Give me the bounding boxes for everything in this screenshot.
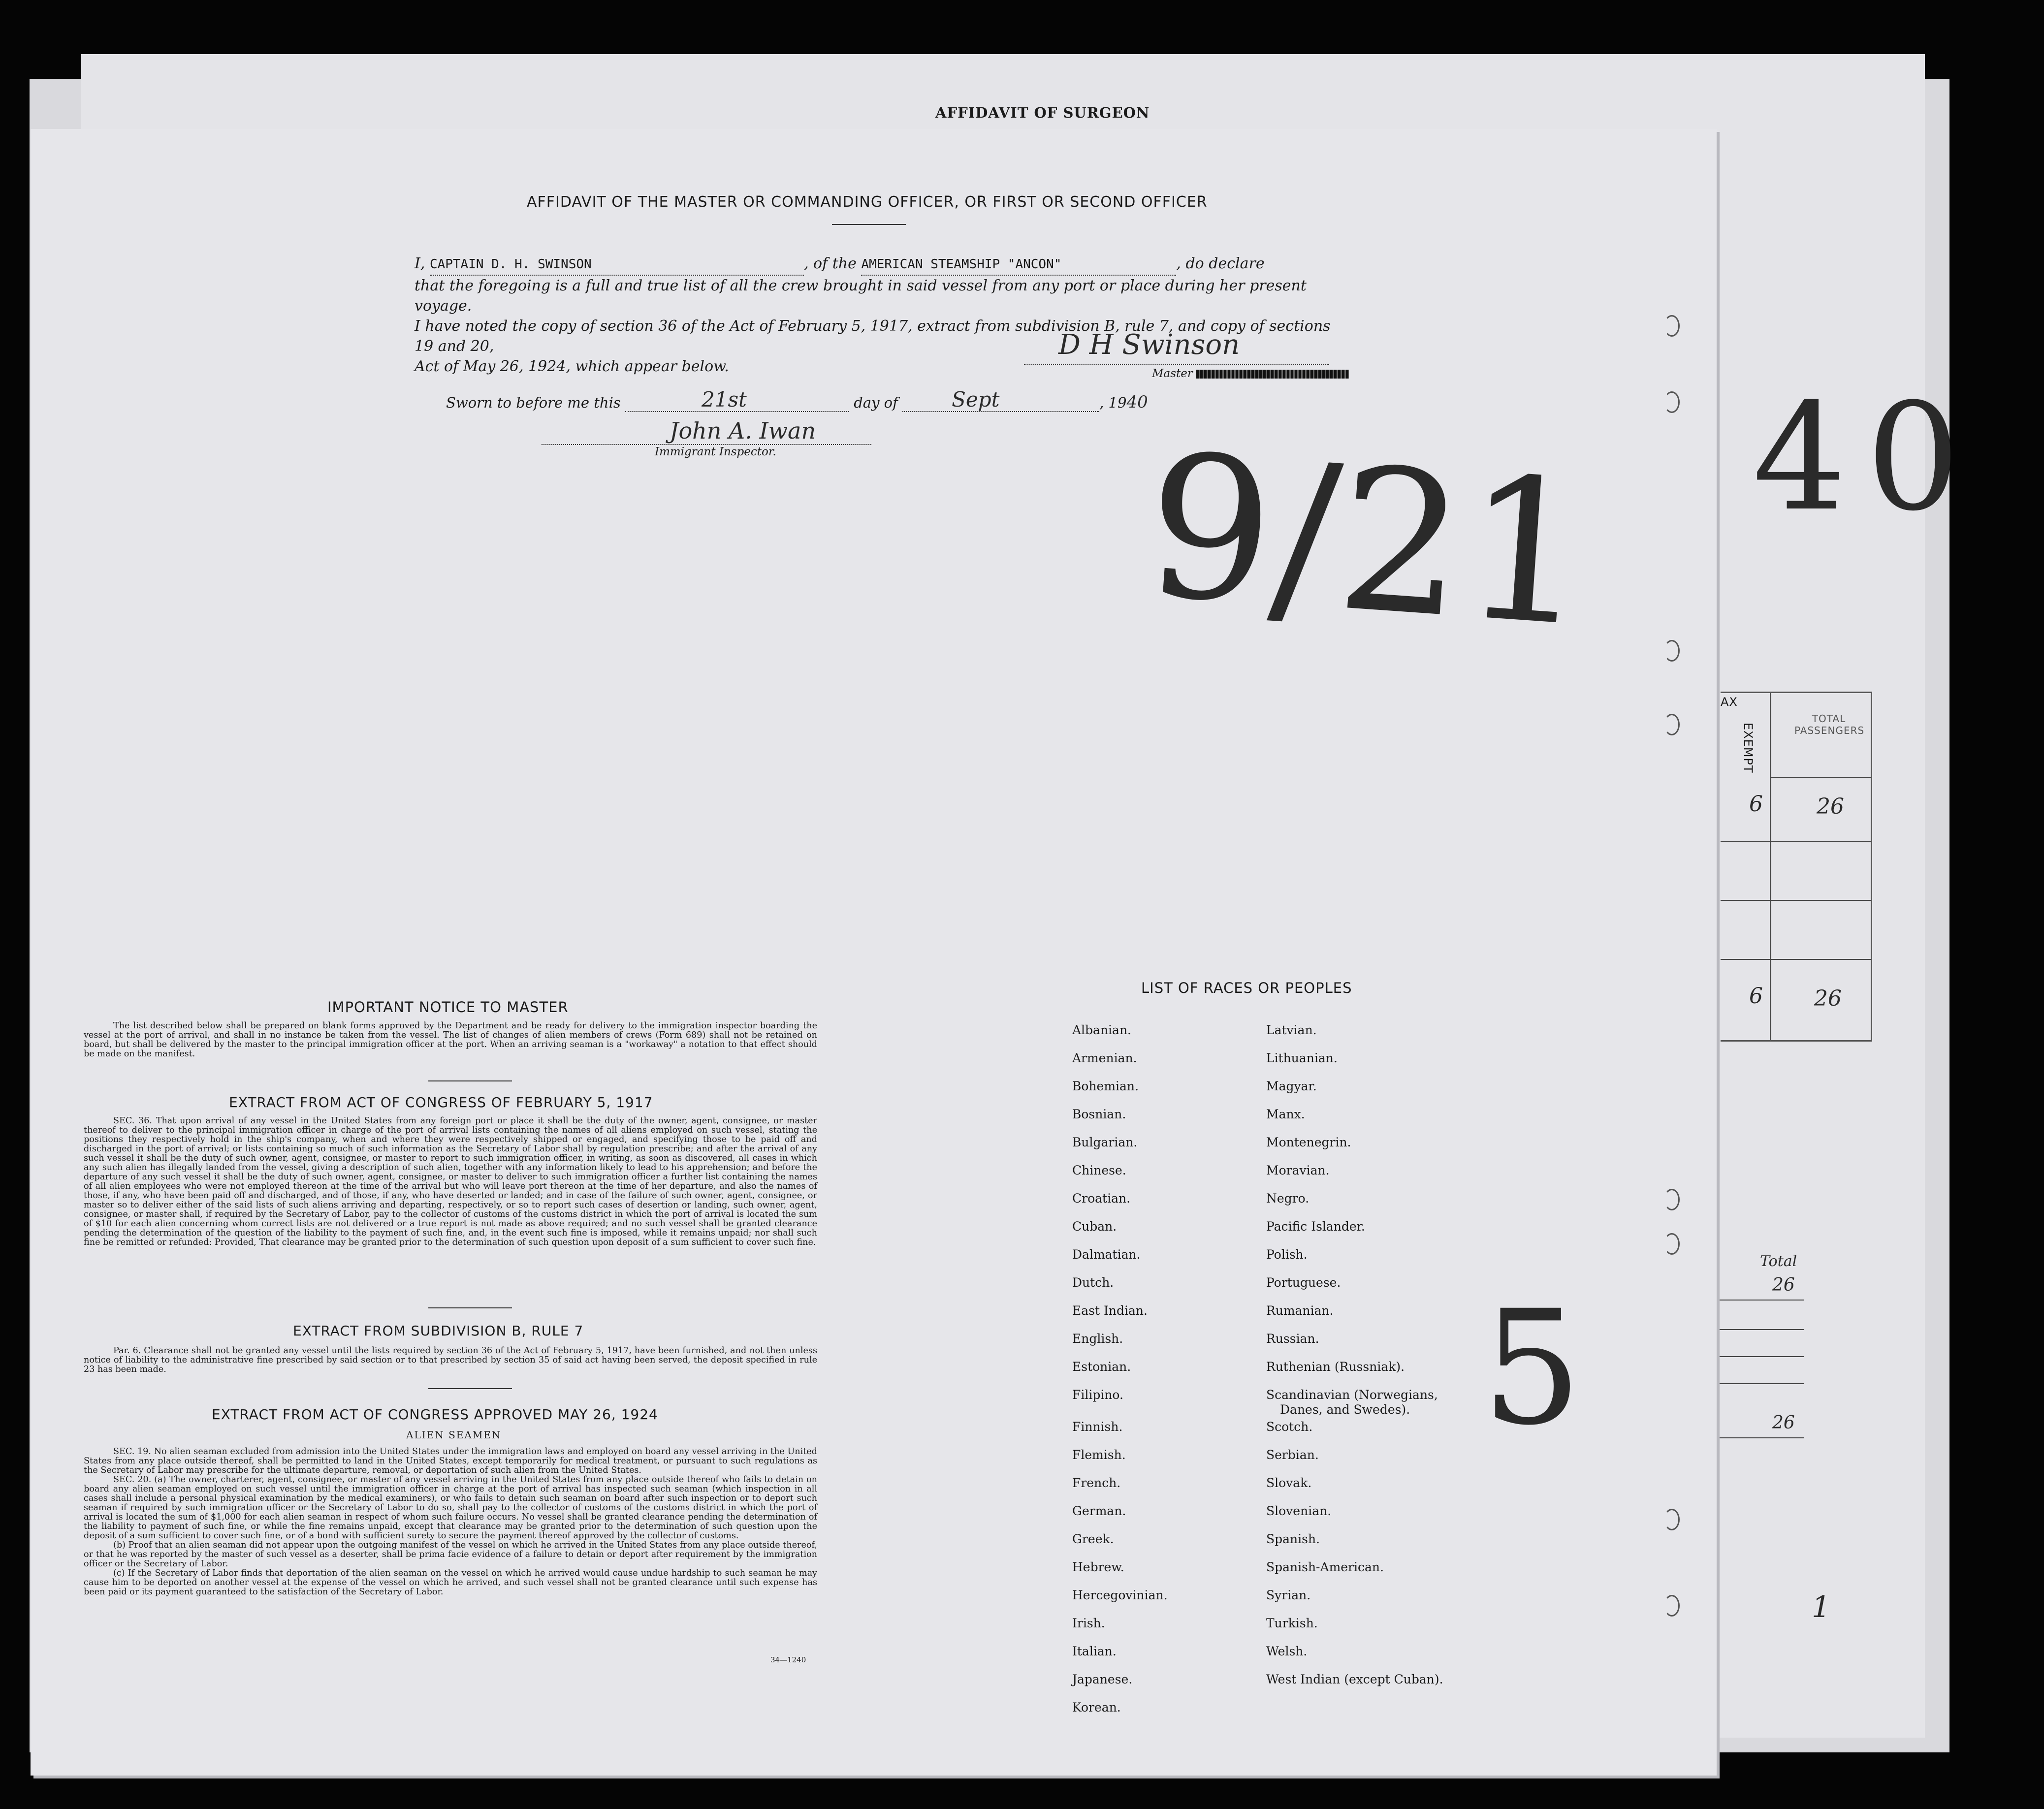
day-of-label: day of	[854, 394, 898, 411]
struck-out-text	[1196, 370, 1349, 379]
inspector-signature: John A. Iwan	[670, 417, 816, 444]
sworn-day-field	[625, 387, 849, 412]
race-item: Ruthenian (Russniak).	[1266, 1360, 1405, 1374]
race-item: Albanian.	[1072, 1023, 1132, 1037]
sec-20a: SEC. 20. (a) The owner, charterer, agent, consignee, or master of any vessel arriving in the United States from any place outside thereof who fails to detain on board any alien seaman employed on such vessel until the immigration officer in charge at the port of arrival has inspected such seaman (which inspection in all cases shall include a personal physical examination by the medical examiners), or who fails to detain such seaman on board after such inspection or to deport such seaman if required by such immigration officer or the Secretary of Labor to do so, shall pay to the collector of customs of the customs district in which the port of arrival is located the sum of $1,000 for each alien seaman in respect of whom such failure occurs. No vessel shall be granted clearance pending the determination of the liability to payment of such fine, or while the fine remains unpaid, except that clearance may be granted prior to the determination of such question upon the deposit of a sum sufficient to cover such fine, or of a bond with sufficient surety to secure the payment thereof approved by the collector of customs.	[84, 1475, 817, 1541]
race-item: Hercegovinian.	[1072, 1588, 1168, 1602]
extract-rule7-title: EXTRACT FROM SUBDIVISION B, RULE 7	[293, 1323, 584, 1339]
officer-name: CAPTAIN D. H. SWINSON	[430, 254, 804, 276]
total-line	[1718, 1356, 1804, 1357]
race-item: Flemish.	[1072, 1448, 1126, 1462]
vessel-name: AMERICAN STEAMSHIP "ANCON"	[861, 254, 1176, 276]
row1-total: 26	[1817, 794, 1844, 819]
race-item: Japanese.	[1072, 1672, 1133, 1686]
race-item: Slovak.	[1266, 1476, 1312, 1490]
date-note-handwritten: 9/21	[1139, 412, 1597, 671]
i-label: I,	[415, 255, 425, 272]
race-item: Manx.	[1266, 1107, 1305, 1121]
race-item: Lithuanian.	[1266, 1051, 1338, 1065]
binder-ring-icon	[1664, 1595, 1680, 1617]
race-item: Slovenian.	[1266, 1504, 1332, 1518]
total-value: 26	[1772, 1275, 1795, 1295]
surgeon-affidavit-title: AFFIDAVIT OF SURGEON	[935, 104, 1150, 121]
race-item: Rumanian.	[1266, 1303, 1334, 1318]
of-the-label: , of the	[803, 255, 857, 272]
handwritten-five: 5	[1482, 1277, 1582, 1460]
master-label-text: Master	[1152, 367, 1193, 380]
sworn-label: Sworn to before me this	[446, 394, 621, 411]
race-item: Greek.	[1072, 1532, 1114, 1546]
exempt-header: EXEMPT	[1741, 723, 1755, 773]
race-item: Bosnian.	[1072, 1107, 1126, 1121]
master-signature: D H Swinson	[1058, 329, 1240, 361]
form-number: 34—1240	[770, 1655, 806, 1664]
sworn-day: 21st	[702, 387, 747, 412]
section-rule	[428, 1080, 512, 1081]
extract-rule7-body: Par. 6. Clearance shall not be granted any vessel until the lists required by section 36 of the Act of February 5, 1917, have been furnished, and not then unless notice of liability to the administrative fine prescribed by said section or to that prescribed by section 35 of said act having been served, the deposit specified in rule 23 has been made.	[84, 1346, 817, 1374]
race-item: Italian.	[1072, 1644, 1117, 1658]
sworn-month-field	[902, 387, 1099, 412]
race-item: Korean.	[1072, 1700, 1121, 1714]
race-item: Filipino.	[1072, 1388, 1123, 1402]
sworn-line	[446, 387, 1148, 412]
race-item: Magyar.	[1266, 1079, 1317, 1093]
race-item: Spanish.	[1266, 1532, 1320, 1546]
race-item: German.	[1072, 1504, 1126, 1518]
row1-exempt: 6	[1749, 792, 1763, 817]
total-line	[1718, 1383, 1804, 1384]
tax-header: AX	[1721, 695, 1738, 709]
race-item: Spanish-American.	[1266, 1560, 1384, 1574]
row2-total: 26	[1814, 986, 1842, 1011]
binder-ring-icon	[1664, 391, 1680, 413]
master-label	[1152, 367, 1349, 380]
race-item: Welsh.	[1266, 1644, 1308, 1658]
sworn-year: 40	[1126, 392, 1148, 412]
race-item: Dutch.	[1072, 1275, 1114, 1290]
race-item: Hebrew.	[1072, 1560, 1124, 1574]
binder-ring-icon	[1664, 714, 1680, 735]
race-item: Pacific Islander.	[1266, 1219, 1365, 1234]
declaration-line-4: Act of May 26, 1924, which appear below.	[415, 358, 729, 375]
races-title: LIST OF RACES OR PEOPLES	[1141, 980, 1352, 996]
race-item: French.	[1072, 1476, 1121, 1490]
binder-ring-icon	[1664, 315, 1680, 337]
master-affidavit-title: AFFIDAVIT OF THE MASTER OR COMMANDING OFFICER, OR FIRST OR SECOND OFFICER	[527, 193, 1208, 211]
extract-1924-title: EXTRACT FROM ACT OF CONGRESS APPROVED MAY 26, 1924	[212, 1406, 658, 1423]
handwritten-one: 1	[1812, 1590, 1831, 1624]
signature-line	[1024, 363, 1329, 365]
row2-exempt: 6	[1749, 984, 1763, 1009]
sworn-month: Sept	[952, 387, 1000, 412]
race-item: Danes, and Swedes).	[1280, 1402, 1410, 1417]
passenger-tally-table	[1721, 692, 1872, 1042]
sec-20b: (b) Proof that an alien seaman did not appear upon the outgoing manifest of the vessel on which he arrived in the United States from any place outside thereof, or that he was reported by the master of such vessel as a deserter, shall be prima facie evidence of a failure to detain or deport after requirement by the immigration officer or the Secretary of Labor.	[84, 1540, 817, 1569]
race-item: Syrian.	[1266, 1588, 1311, 1602]
race-item: Finnish.	[1072, 1420, 1123, 1434]
declaration-line-1	[415, 254, 1340, 276]
sec-19: SEC. 19. No alien seaman excluded from admission into the United States under the immigration laws and employed on board any vessel arriving in the United States from any place outside thereof, shall be permitted to land in the United States, except temporarily for medical treatment, or pursuant to such regulations as the Secretary of Labor may prescribe for the ultimate departure, removal, or deportation of such alien from the United States.	[84, 1447, 817, 1475]
notice-body: The list described below shall be prepared on blank forms approved by the Department and be ready for delivery to the immigration inspector boarding the vessel at the port of arrival, and shall in no instance be taken from the vessel. The list of changes of alien members of crews (Form 689) shall not be retained on board, but shall be delivered by the master to the principal immigration officer at the port. When an arriving seaman is a "workaway" a notation to that effect should be made on the manifest.	[84, 1021, 817, 1059]
page-number-handwritten: 40	[1753, 372, 1980, 543]
do-declare-label: , do declare	[1176, 255, 1265, 272]
race-item: Bulgarian.	[1072, 1135, 1138, 1149]
race-item: Negro.	[1266, 1191, 1309, 1206]
race-item: Croatian.	[1072, 1191, 1131, 1206]
race-item: Turkish.	[1266, 1616, 1318, 1630]
race-item: English.	[1072, 1332, 1123, 1346]
inspector-label: Immigrant Inspector.	[655, 445, 776, 458]
race-item: Scandinavian (Norwegians,	[1266, 1388, 1438, 1402]
total-line	[1718, 1300, 1804, 1301]
extract-1924-body	[84, 1447, 817, 1597]
race-item: East Indian.	[1072, 1303, 1148, 1318]
sec-20c: (c) If the Secretary of Labor finds that deportation of the alien seaman on the vessel on which he arrived would cause undue hardship to such seaman he may cause him to be deported on another vessel at the expense of the vessel on which he arrived, and such vessel shall not be granted clearance until such expense has been paid or its payment guaranteed to the satisfaction of the Secretary of Labor.	[84, 1568, 817, 1597]
table-row-line	[1721, 841, 1871, 842]
table-row-line	[1721, 900, 1871, 901]
binder-ring-icon	[1664, 1233, 1680, 1255]
total-line	[1718, 1329, 1804, 1330]
extract-1924-subtitle: ALIEN SEAMEN	[406, 1429, 502, 1441]
race-item: Estonian.	[1072, 1360, 1131, 1374]
race-item: Portuguese.	[1266, 1275, 1341, 1290]
notice-title: IMPORTANT NOTICE TO MASTER	[327, 999, 569, 1016]
race-item: Russian.	[1266, 1332, 1319, 1346]
race-item: Latvian.	[1266, 1023, 1317, 1037]
race-item: Montenegrin.	[1266, 1135, 1351, 1149]
inspector-line	[542, 443, 871, 445]
race-item: Moravian.	[1266, 1163, 1330, 1177]
binder-ring-icon	[1664, 1509, 1680, 1530]
year-prefix: , 19	[1099, 394, 1127, 411]
extract-1917-body: SEC. 36. That upon arrival of any vessel in the United States from any foreign port or place it shall be the duty of the owner, agent, consignee, or master thereof to deliver to the principal immigration officer in charge of the port of arrival lists containing the names of all aliens employed on such vessel, stating the positions they respectively hold in the ship's company, when and where they were respectively shipped or engaged, and specifying those to be paid off and discharged in the port of arrival; or lists containing so much of such information as the Secretary of Labor shall by regulation prescribe; and after the arrival of any such vessel it shall be the duty of such owner, agent, consignee, or master to report to such immigration officer, in writing, as soon as discovered, all cases in which any such alien has illegally landed from the vessel, giving a description of such alien, together with any information likely to lead to his apprehension; and before the departure of any such vessel it shall be the duty of such owner, agent, consignee, or master to deliver to such immigration officer a further list containing the names of all alien employees who were not employed thereon at the time of the arrival but who will leave port thereon at the time of her departure, and also the names of those, if any, who have been paid off and discharged, and of those, if any, who have deserted or landed; and in case of the failure of such owner, agent, consignee, or master so to deliver either of the said lists of such aliens arriving and departing, respectively, or so to report such cases of desertion or landing, such owner, agent, consignee, or master shall, if required by the Secretary of Labor, pay to the collector of customs of the customs district in which the port of arrival is located the sum of $10 for each alien concerning whom correct lists are not delivered or a true report is not made as above required; and no such vessel shall be granted clearance pending the determination of the question of the liability to the payment of such fine, and, in the event such fine is imposed, while it remains unpaid; nor shall such fine be remitted or refunded: Provided, That clearance may be granted prior to the determination of such question upon deposit of a sum sufficient to cover such fine.	[84, 1116, 817, 1247]
table-divider	[1770, 693, 1771, 1040]
race-item: Armenian.	[1072, 1051, 1137, 1065]
total-line	[1718, 1437, 1804, 1438]
binder-ring-icon	[1664, 640, 1680, 662]
race-item: Scotch.	[1266, 1420, 1313, 1434]
race-item: Cuban.	[1072, 1219, 1117, 1234]
title-rule	[832, 224, 906, 225]
binder-ring-icon	[1664, 1189, 1680, 1210]
race-item: West Indian (except Cuban).	[1266, 1672, 1443, 1686]
race-item: Chinese.	[1072, 1163, 1126, 1177]
race-item: Irish.	[1072, 1616, 1105, 1630]
declaration-line-3: I have noted the copy of section 36 of the Act of February 5, 1917, extract from subdivision B, rule 7, and copy of sections 19 and 20,	[415, 317, 1331, 355]
race-item: Serbian.	[1266, 1448, 1319, 1462]
race-item: Dalmatian.	[1072, 1247, 1141, 1262]
declaration-line-2: that the foregoing is a full and true list of all the crew brought in said vessel from any port or place during her present voyage.	[415, 277, 1307, 315]
total-passengers-header: TOTAL PASSENGERS	[1794, 713, 1865, 736]
total-value-2: 26	[1772, 1413, 1795, 1433]
table-row-line	[1770, 777, 1871, 778]
section-rule	[428, 1388, 512, 1389]
race-item: Polish.	[1266, 1247, 1308, 1262]
extract-1917-title: EXTRACT FROM ACT OF CONGRESS OF FEBRUARY 5, 1917	[229, 1094, 653, 1111]
table-row-line	[1721, 959, 1871, 960]
race-item: Bohemian.	[1072, 1079, 1139, 1093]
total-label: Total	[1760, 1253, 1797, 1270]
section-rule	[428, 1307, 512, 1308]
